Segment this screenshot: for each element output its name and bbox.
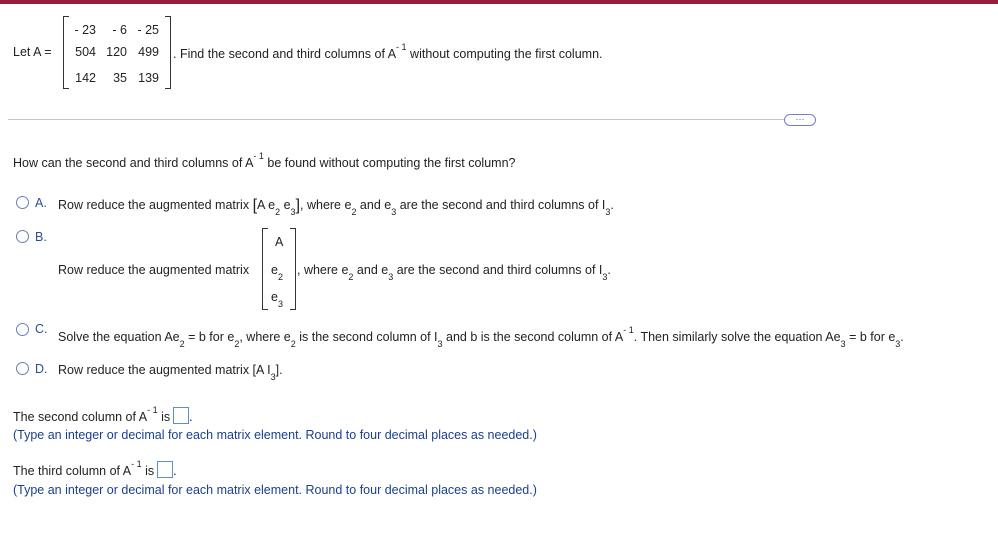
matrix-a — [63, 16, 171, 89]
option-d-radio[interactable] — [16, 362, 29, 375]
matrix-cell: 35 — [113, 71, 127, 85]
option-a-radio[interactable] — [16, 196, 29, 209]
matrix-cell: 139 — [138, 71, 159, 85]
stack-cell-a: A — [275, 235, 284, 249]
stack-cell-e3: $e_3$ — [271, 290, 283, 309]
top-accent-bar — [0, 0, 998, 4]
option-c-radio[interactable] — [16, 323, 29, 336]
matrix-cell: 499 — [138, 45, 159, 59]
option-c-text[interactable]: Solve the equation $Ae_2 = b$ for $e_2$, where $e_2$ is the second column of $I_3$ and b is the second column of $A^{- 1}$. Then similarly solve the equation $Ae_3 = b$ for $e_3$. — [58, 325, 904, 349]
answer-third-column-input[interactable] — [157, 461, 173, 478]
answer-second-column-label: The second column of $A^{- 1}$ is . — [13, 404, 193, 424]
option-d-letter: D. — [35, 362, 48, 376]
section-divider — [8, 119, 808, 120]
matrix-right-bracket — [165, 16, 171, 89]
let-a-label: Let A = — [13, 45, 52, 59]
matrix-cell: 142 — [75, 71, 96, 85]
more-button[interactable]: ··· — [784, 114, 816, 126]
answer-second-column-input[interactable] — [173, 407, 189, 424]
matrix-cell: 120 — [106, 45, 127, 59]
option-b-radio[interactable] — [16, 230, 29, 243]
option-a-letter: A. — [35, 196, 47, 210]
matrix-left-bracket — [63, 16, 69, 89]
option-b-suffix[interactable]: , where $e_2$ and $e_3$ are the second and third columns of $I_3$. — [297, 263, 611, 282]
option-c-letter: C. — [35, 322, 48, 336]
answer-second-column-hint: (Type an integer or decimal for each matrix element. Round to four decimal places as needed.) — [13, 428, 537, 442]
matrix-cell: - 25 — [137, 23, 159, 37]
option-d-text[interactable]: Row reduce the augmented matrix [A $I_3$]. — [58, 363, 283, 382]
option-a-text[interactable]: Row reduce the augmented matrix [A $e_2$ $e_3$], where $e_2$ and $e_3$ are the second and third columns of $I_3$. — [58, 197, 614, 217]
problem-instruction: . Find the second and third columns of $A^{- 1}$ without computing the first column. — [173, 42, 603, 62]
matrix-cell: - 6 — [112, 23, 127, 37]
answer-third-column-label: The third column of $A^{- 1}$ is . — [13, 458, 177, 478]
matrix-cell: 504 — [75, 45, 96, 59]
answer-third-column-hint: (Type an integer or decimal for each matrix element. Round to four decimal places as needed.) — [13, 483, 537, 497]
stack-cell-e2: $e_2$ — [271, 263, 283, 282]
matrix-cell: - 23 — [74, 23, 96, 37]
option-b-prefix[interactable]: Row reduce the augmented matrix — [58, 263, 250, 277]
option-b-stacked-matrix — [262, 228, 296, 310]
option-b-letter: B. — [35, 230, 47, 244]
question-text: How can the second and third columns of $A^{- 1}$ be found without computing the first column? — [13, 151, 516, 171]
